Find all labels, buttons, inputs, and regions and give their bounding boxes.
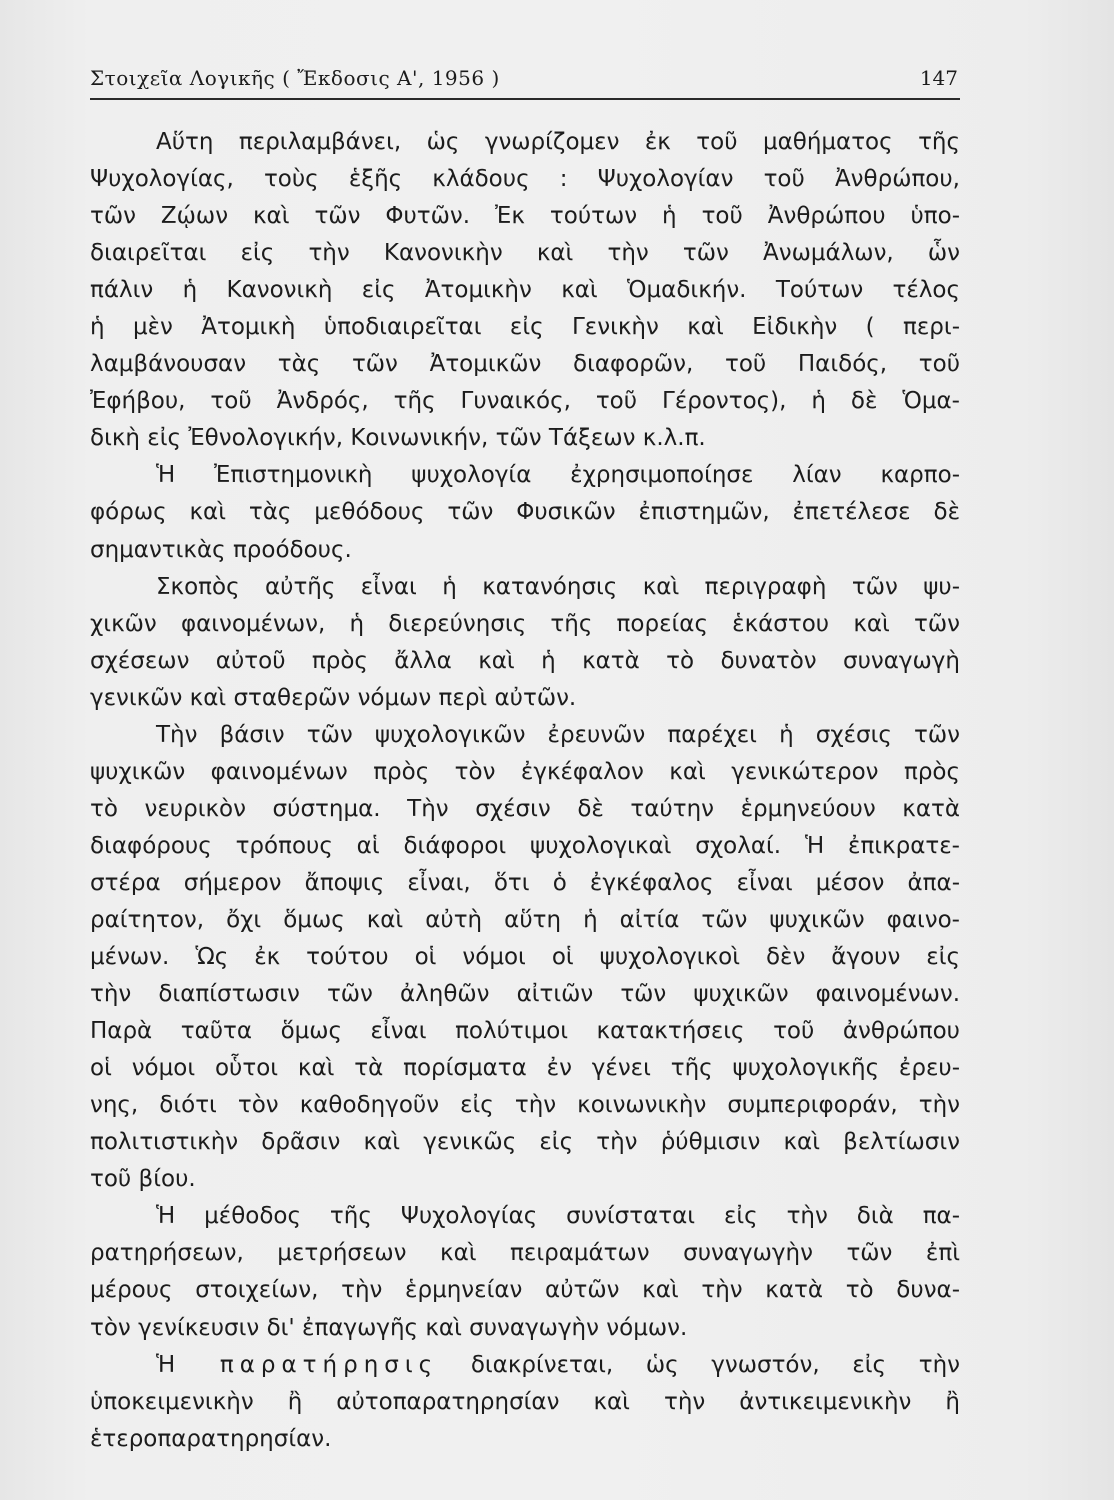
text-line: μέρους στοιχείων, τὴν ἑρμηνείαν αὐτῶν καὶ τὴν κατὰ τὸ δυνα-	[90, 1277, 960, 1304]
text-line: τὴν διαπίστωσιν τῶν ἀληθῶν αἰτιῶν τῶν ψυχικῶν φαινομένων.	[90, 981, 960, 1008]
text-line-rest: διακρίνεται, ὡς γνωστόν, εἰς τὴν	[470, 1351, 960, 1378]
text-line-with-spaced-term	[90, 1347, 960, 1384]
text-line: διαιρεῖται εἰς τὴν Κανονικὴν καὶ τὴν τῶν Ἀνωμάλων, ὧν	[90, 240, 960, 267]
text-line: τὸ νευρικὸν σύστημα. Τὴν σχέσιν δὲ ταύτην ἑρμηνεύουν κατὰ	[90, 795, 960, 822]
text-line: πολιτιστικὴν δρᾶσιν καὶ γενικῶς εἰς τὴν ῥύθμισιν καὶ βελτίωσιν	[90, 1129, 960, 1156]
text-line: μένων. Ὡς ἐκ τούτου οἱ νόμοι οἱ ψυχολογικοὶ δὲν ἄγουν εἰς	[90, 944, 960, 971]
text-line: ψυχικῶν φαινομένων πρὸς τὸν ἐγκέφαλον καὶ γενικώτερον πρὸς	[90, 758, 960, 785]
body-text	[90, 124, 960, 1458]
text-line: ρατηρήσεων, μετρήσεων καὶ πειραμάτων συναγωγὴν τῶν ἐπὶ	[90, 1240, 960, 1267]
text-line: Ἡ Ἐπιστημονικὴ ψυχολογία ἐχρησιμοποίησε λίαν καρπο-	[156, 462, 960, 489]
text-line: Ψυχολογίας, τοὺς ἑξῆς κλάδους : Ψυχολογίαν τοῦ Ἀνθρώπου,	[90, 166, 960, 193]
text-line: Παρὰ ταῦτα ὅμως εἶναι πολύτιμοι κατακτήσεις τοῦ ἀνθρώπου	[90, 1018, 960, 1045]
text-line: γενικῶν καὶ σταθερῶν νόμων περὶ αὐτῶν.	[90, 684, 577, 711]
text-line: διαφόρους τρόπους αἱ διάφοροι ψυχολογικαὶ σχολαί. Ἡ ἐπικρατε-	[90, 832, 960, 859]
text-line: δικὴ εἰς Ἐθνολογικήν, Κοινωνικήν, τῶν Τάξεων κ.λ.π.	[90, 425, 706, 452]
text-line: σχέσεων αὐτοῦ πρὸς ἄλλα καὶ ἡ κατὰ τὸ δυνατὸν συναγωγὴ	[90, 647, 960, 674]
text-line: οἱ νόμοι οὗτοι καὶ τὰ πορίσματα ἐν γένει τῆς ψυχολογικῆς ἐρευ-	[90, 1055, 960, 1082]
text-line: τοῦ βίου.	[90, 1166, 196, 1193]
text-line: Ἡ μέθοδος τῆς Ψυχολογίας συνίσταται εἰς τὴν διὰ πα-	[156, 1203, 960, 1230]
text-line: πάλιν ἡ Κανονικὴ εἰς Ἀτομικὴν καὶ Ὁμαδικήν. Τούτων τέλος	[90, 277, 960, 304]
text-line: Σκοπὸς αὐτῆς εἶναι ἡ κατανόησις καὶ περιγραφὴ τῶν ψυ-	[156, 573, 960, 600]
text-line: τῶν Ζῴων καὶ τῶν Φυτῶν. Ἐκ τούτων ἡ τοῦ Ἀνθρώπου ὑπο-	[90, 203, 960, 230]
text-line: Ἐφήβου, τοῦ Ἀνδρός, τῆς Γυναικός, τοῦ Γέροντος), ἡ δὲ Ὁμα-	[90, 388, 960, 415]
text-line: νης, διότι τὸν καθοδηγοῦν εἰς τὴν κοινωνικὴν συμπεριφοράν, τὴν	[90, 1092, 960, 1119]
text-line: τὸν γενίκευσιν δι' ἐπαγωγῆς καὶ συναγωγὴν νόμων.	[90, 1314, 688, 1341]
header-title: Στοιχεῖα Λογικῆς ( Ἔκδοσις Α', 1956 )	[90, 66, 500, 90]
text-line: φόρως καὶ τὰς μεθόδους τῶν Φυσικῶν ἐπιστημῶν, ἐπετέλεσε δὲ	[90, 499, 960, 526]
text-line: σημαντικὰς προόδους.	[90, 536, 352, 563]
running-header	[90, 64, 960, 100]
text-line: ραίτητον, ὄχι ὅμως καὶ αὐτὴ αὕτη ἡ αἰτία τῶν ψυχικῶν φαινο-	[90, 906, 960, 933]
text-line: χικῶν φαινομένων, ἡ διερεύνησις τῆς πορείας ἑκάστου καὶ τῶν	[90, 610, 960, 637]
text-line: ὑποκειμενικὴν ἢ αὐτοπαρατηρησίαν καὶ τὴν ἀντικειμενικὴν ἢ	[90, 1388, 960, 1415]
text-line: ἡ μὲν Ἀτομικὴ ὑποδιαιρεῖται εἰς Γενικὴν καὶ Εἰδικὴν ( περι-	[90, 314, 960, 341]
text-line: Τὴν βάσιν τῶν ψυχολογικῶν ἐρευνῶν παρέχει ἡ σχέσις τῶν	[156, 721, 960, 748]
text-line: λαμβάνουσαν τὰς τῶν Ἀτομικῶν διαφορῶν, τοῦ Παιδός, τοῦ	[90, 351, 960, 378]
text-line: ἑτεροπαρατηρησίαν.	[90, 1425, 332, 1452]
text-line: στέρα σήμερον ἄποψις εἶναι, ὅτι ὁ ἐγκέφαλος εἶναι μέσον ἀπα-	[90, 869, 960, 896]
text-line: Αὕτη περιλαμβάνει, ὡς γνωρίζομεν ἐκ τοῦ μαθήματος τῆς	[156, 129, 960, 155]
page-number: 147	[919, 66, 958, 90]
spaced-term: Ἡ παρατήρησις	[156, 1351, 439, 1378]
